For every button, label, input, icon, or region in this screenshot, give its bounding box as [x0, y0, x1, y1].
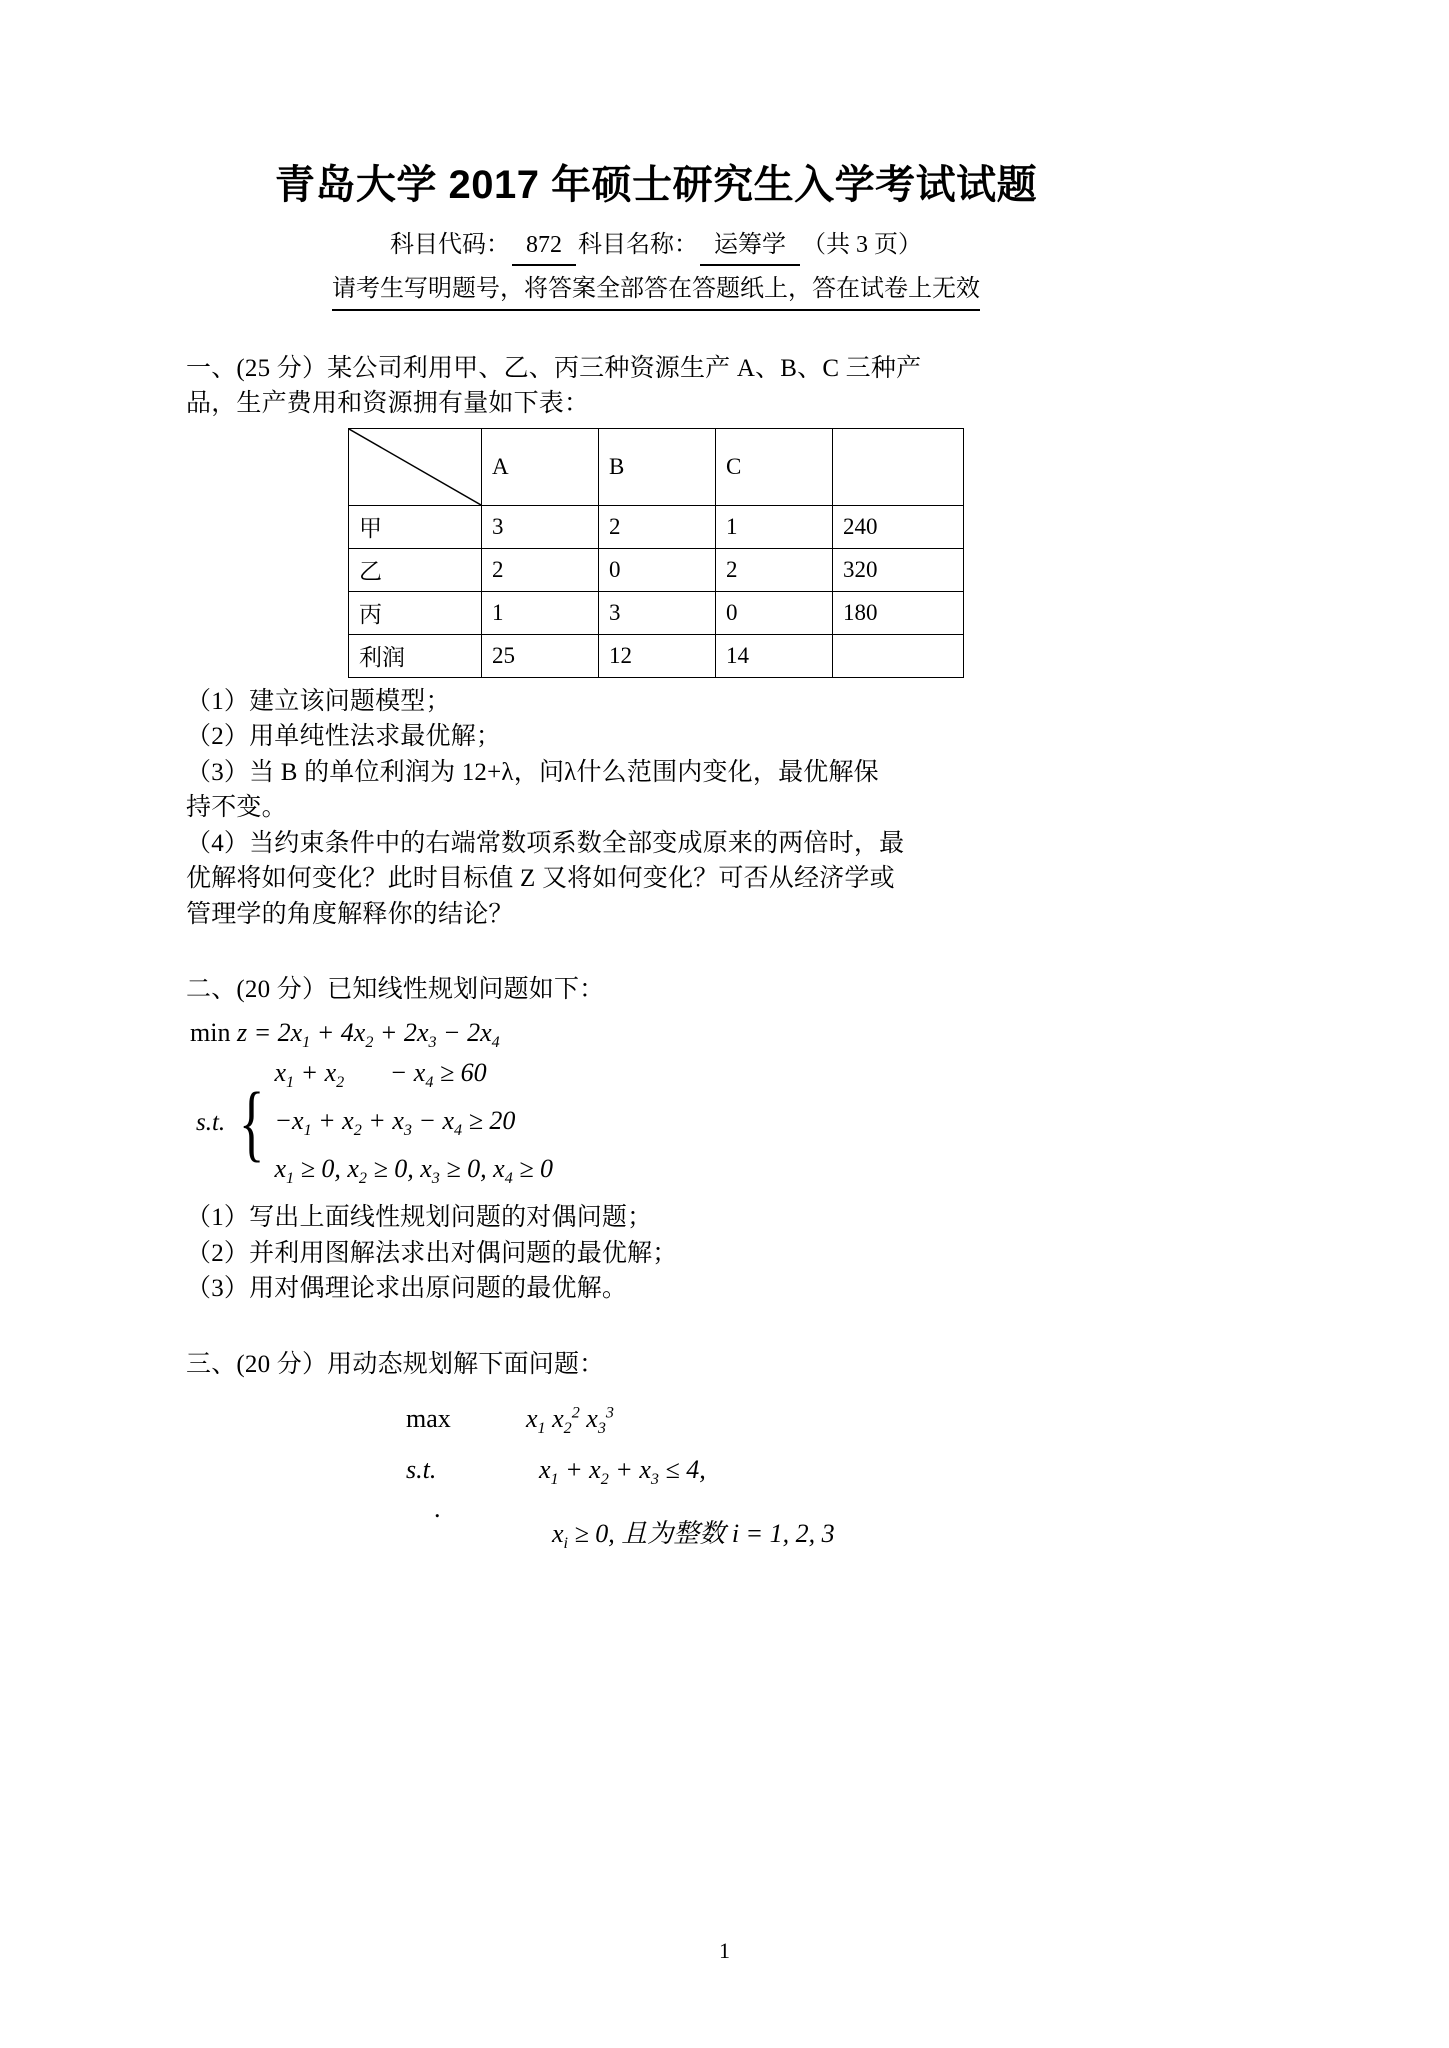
- subject-code-value: 872: [512, 228, 576, 266]
- cell-jia-a: 3: [482, 505, 599, 548]
- q3-max-keyword: max: [406, 1404, 451, 1434]
- row-label-jia: 甲: [349, 505, 482, 548]
- cell-profit-b: 12: [599, 634, 716, 677]
- diagonal-divider-icon: [349, 429, 481, 505]
- subject-name-value: 运筹学: [700, 228, 800, 266]
- cell-bing-c: 0: [716, 591, 833, 634]
- q2-constraint-list: [268, 1058, 553, 1189]
- q1-sub-4-line-3: 管理学的角度解释你的结论？: [186, 900, 514, 928]
- q2-objective-expression: $z = 2x_1 + 4x_2 + 2x_3 - 2x_4$: [236, 1017, 500, 1051]
- q1-sub-1: （1）建立该问题模型；: [186, 687, 451, 715]
- table-col-header-capacity: [833, 428, 964, 505]
- row-label-yi: 乙: [349, 548, 482, 591]
- q3-constraint-row-1: [406, 1455, 1126, 1489]
- q1-intro-line-2: 品，生产费用和资源拥有量如下表：: [186, 390, 590, 418]
- q3-max-expression: $x_1$ $x_2^2$ $x_3^3$: [526, 1404, 614, 1438]
- subject-code-label: 科目代码：: [390, 232, 510, 258]
- cell-jia-capacity: 240: [833, 505, 964, 548]
- q2-intro: 二、(20 分）已知线性规划问题如下：: [186, 976, 605, 1004]
- q2-sub-3: （3）用对偶理论求出原问题的最优解。: [186, 1275, 628, 1303]
- question-3: [186, 1347, 1126, 1553]
- q3-st-label: s.t.: [406, 1454, 437, 1484]
- cell-yi-c: 2: [716, 548, 833, 591]
- q2-constraint-2: $-x_1 + x_2 + x_3 - x_4 \ge 20$: [274, 1105, 516, 1140]
- q2-constraint-1: $x_1 + x_2$ − $x_4 \ge 60$: [274, 1057, 487, 1091]
- subject-name-label: 科目名称：: [578, 232, 698, 258]
- cell-jia-c: 1: [716, 505, 833, 548]
- cell-bing-a: 1: [482, 591, 599, 634]
- q2-constraints-block: [186, 1058, 1126, 1189]
- table-row: [349, 591, 964, 634]
- row-label-profit: 利润: [349, 634, 482, 677]
- cell-bing-capacity: 180: [833, 591, 964, 634]
- exam-notice-text: 请考生写明题号，将答案全部答在答题纸上，答在试卷上无效: [332, 272, 980, 311]
- page-number: 1: [719, 1938, 730, 1963]
- q2-objective-keyword: min: [190, 1017, 231, 1047]
- page-content: [186, 0, 1126, 1569]
- cell-profit-a: 25: [482, 634, 599, 677]
- cell-profit-c: 14: [716, 634, 833, 677]
- q1-sub-4-line-1: （4）当约束条件中的右端常数项系数全部变成原来的两倍时，最: [186, 829, 905, 857]
- question-1: [186, 351, 1126, 933]
- resource-table: [348, 428, 964, 678]
- cell-jia-b: 2: [599, 505, 716, 548]
- stray-dot-mark: .: [434, 1493, 441, 1523]
- table-col-header-b: B: [599, 428, 716, 505]
- q1-sub-2: （2）用单纯性法求最优解；: [186, 723, 502, 751]
- table-row: [349, 505, 964, 548]
- q3-constraint-1: $x_1 + x_2 + x_3 \le 4$,: [539, 1454, 706, 1488]
- q3-constraint-row-2: [406, 1513, 1126, 1553]
- q2-objective-function: [186, 1018, 1126, 1052]
- q1-intro-line-1: 一、(25 分）某公司利用甲、乙、丙三种资源生产 A、B、C 三种产: [186, 354, 922, 382]
- left-brace-icon: {: [239, 1074, 265, 1171]
- row-label-bing: 丙: [349, 591, 482, 634]
- q3-math-block: [186, 1404, 1126, 1552]
- question-2: [186, 972, 1126, 1307]
- q2-constraint-3: $x_1 \ge 0$, $x_2 \ge 0$, $x_3 \ge 0$, $x_4 \ge 0$: [274, 1154, 554, 1188]
- cell-yi-a: 2: [482, 548, 599, 591]
- resource-table-wrapper: [186, 428, 1126, 678]
- q3-intro: 三、(20 分）用动态规划解下面问题：: [186, 1350, 605, 1378]
- q3-constraint-2: $x_i \ge 0$, 且为整数 i = 1, 2, 3: [552, 1518, 835, 1552]
- table-corner-cell: [349, 428, 482, 505]
- cell-profit-capacity: [833, 634, 964, 677]
- cell-yi-b: 0: [599, 548, 716, 591]
- table-row: [349, 548, 964, 591]
- cell-yi-capacity: 320: [833, 548, 964, 591]
- subject-info-line: [186, 228, 1126, 266]
- table-header-row: [349, 428, 964, 505]
- table-row: [349, 634, 964, 677]
- q2-sub-2: （2）并利用图解法求出对偶问题的最优解；: [186, 1239, 678, 1267]
- page-title: 青岛大学 2017 年硕士研究生入学考试试题: [274, 163, 1038, 207]
- q1-sub-3-line-1: （3）当 B 的单位利润为 12+λ，问λ什么范围内变化，最优解保: [186, 758, 879, 786]
- exam-notice: [186, 272, 1126, 311]
- table-col-header-a: A: [482, 428, 599, 505]
- q2-st-label: s.t.: [196, 1109, 226, 1137]
- q3-objective-row: [406, 1404, 1126, 1438]
- table-col-header-c: C: [716, 428, 833, 505]
- q1-sub-3-line-2: 持不变。: [186, 794, 287, 822]
- q1-sub-4-line-2: 优解将如何变化？此时目标值 Z 又将如何变化？可否从经济学或: [186, 865, 895, 893]
- q2-sub-1: （1）写出上面线性规划问题的对偶问题；: [186, 1204, 653, 1232]
- cell-bing-b: 3: [599, 591, 716, 634]
- page-count-text: （共 3 页）: [802, 232, 922, 258]
